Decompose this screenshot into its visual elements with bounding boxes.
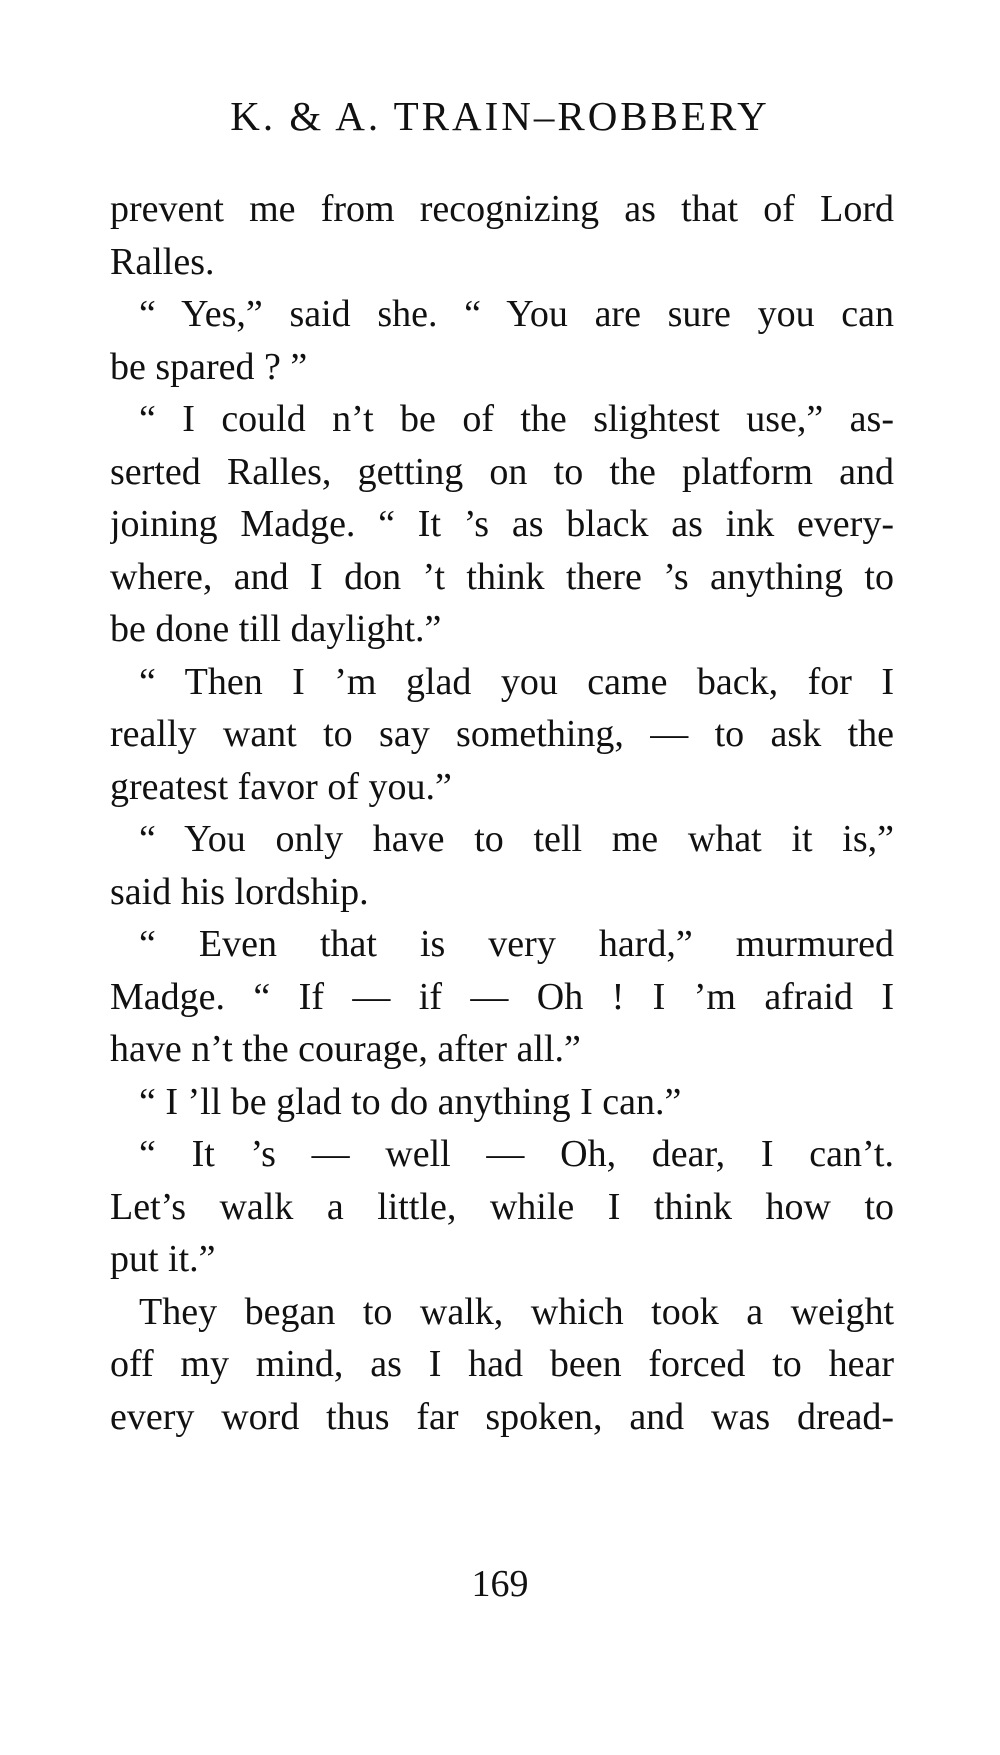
running-head: K. & A. TRAIN–ROBBERY	[230, 93, 770, 139]
text-line: “ Then I ’m glad you came back, for I	[139, 660, 894, 703]
text-line: off my mind, as I had been forced to hear	[110, 1343, 894, 1385]
text-line: “ Yes,” said she. “ You are sure you can	[139, 293, 894, 335]
text-line: Ralles.	[110, 240, 215, 283]
text-line: Madge. “ If — if — Oh ! I ’m afraid I	[110, 975, 894, 1018]
text-line: “ I could n’t be of the slightest use,” as-	[139, 398, 894, 440]
text-line: where, and I don ’t think there ’s anything to	[110, 555, 894, 598]
text-line: greatest favor of you.”	[110, 765, 452, 808]
text-line: really want to say something, — to ask the	[110, 713, 894, 755]
text-line: “ I ’ll be glad to do anything I can.”	[139, 1080, 682, 1123]
text-line: “ Even that is very hard,” murmured	[139, 923, 894, 965]
text-line: said his lordship.	[110, 870, 369, 913]
text-line: be done till daylight.”	[110, 608, 442, 650]
text-line: serted Ralles, getting on to the platform and	[110, 450, 894, 493]
text-line: They began to walk, which took a weight	[139, 1290, 894, 1333]
text-line: put it.”	[110, 1238, 216, 1280]
text-line: Let’s walk a little, while I think how to	[110, 1185, 894, 1228]
text-line: “ It ’s — well — Oh, dear, I can’t.	[139, 1133, 894, 1175]
text-line: prevent me from recognizing as that of Lord	[110, 188, 894, 230]
page-number: 169	[471, 1563, 529, 1605]
text-line: “ You only have to tell me what it is,”	[139, 818, 894, 860]
text-line: every word thus far spoken, and was dread-	[110, 1395, 894, 1438]
text-line: be spared ? ”	[110, 345, 308, 388]
text-line: joining Madge. “ It ’s as black as ink every-	[110, 503, 894, 545]
text-line: have n’t the courage, after all.”	[110, 1028, 581, 1070]
body-text	[110, 183, 894, 1443]
